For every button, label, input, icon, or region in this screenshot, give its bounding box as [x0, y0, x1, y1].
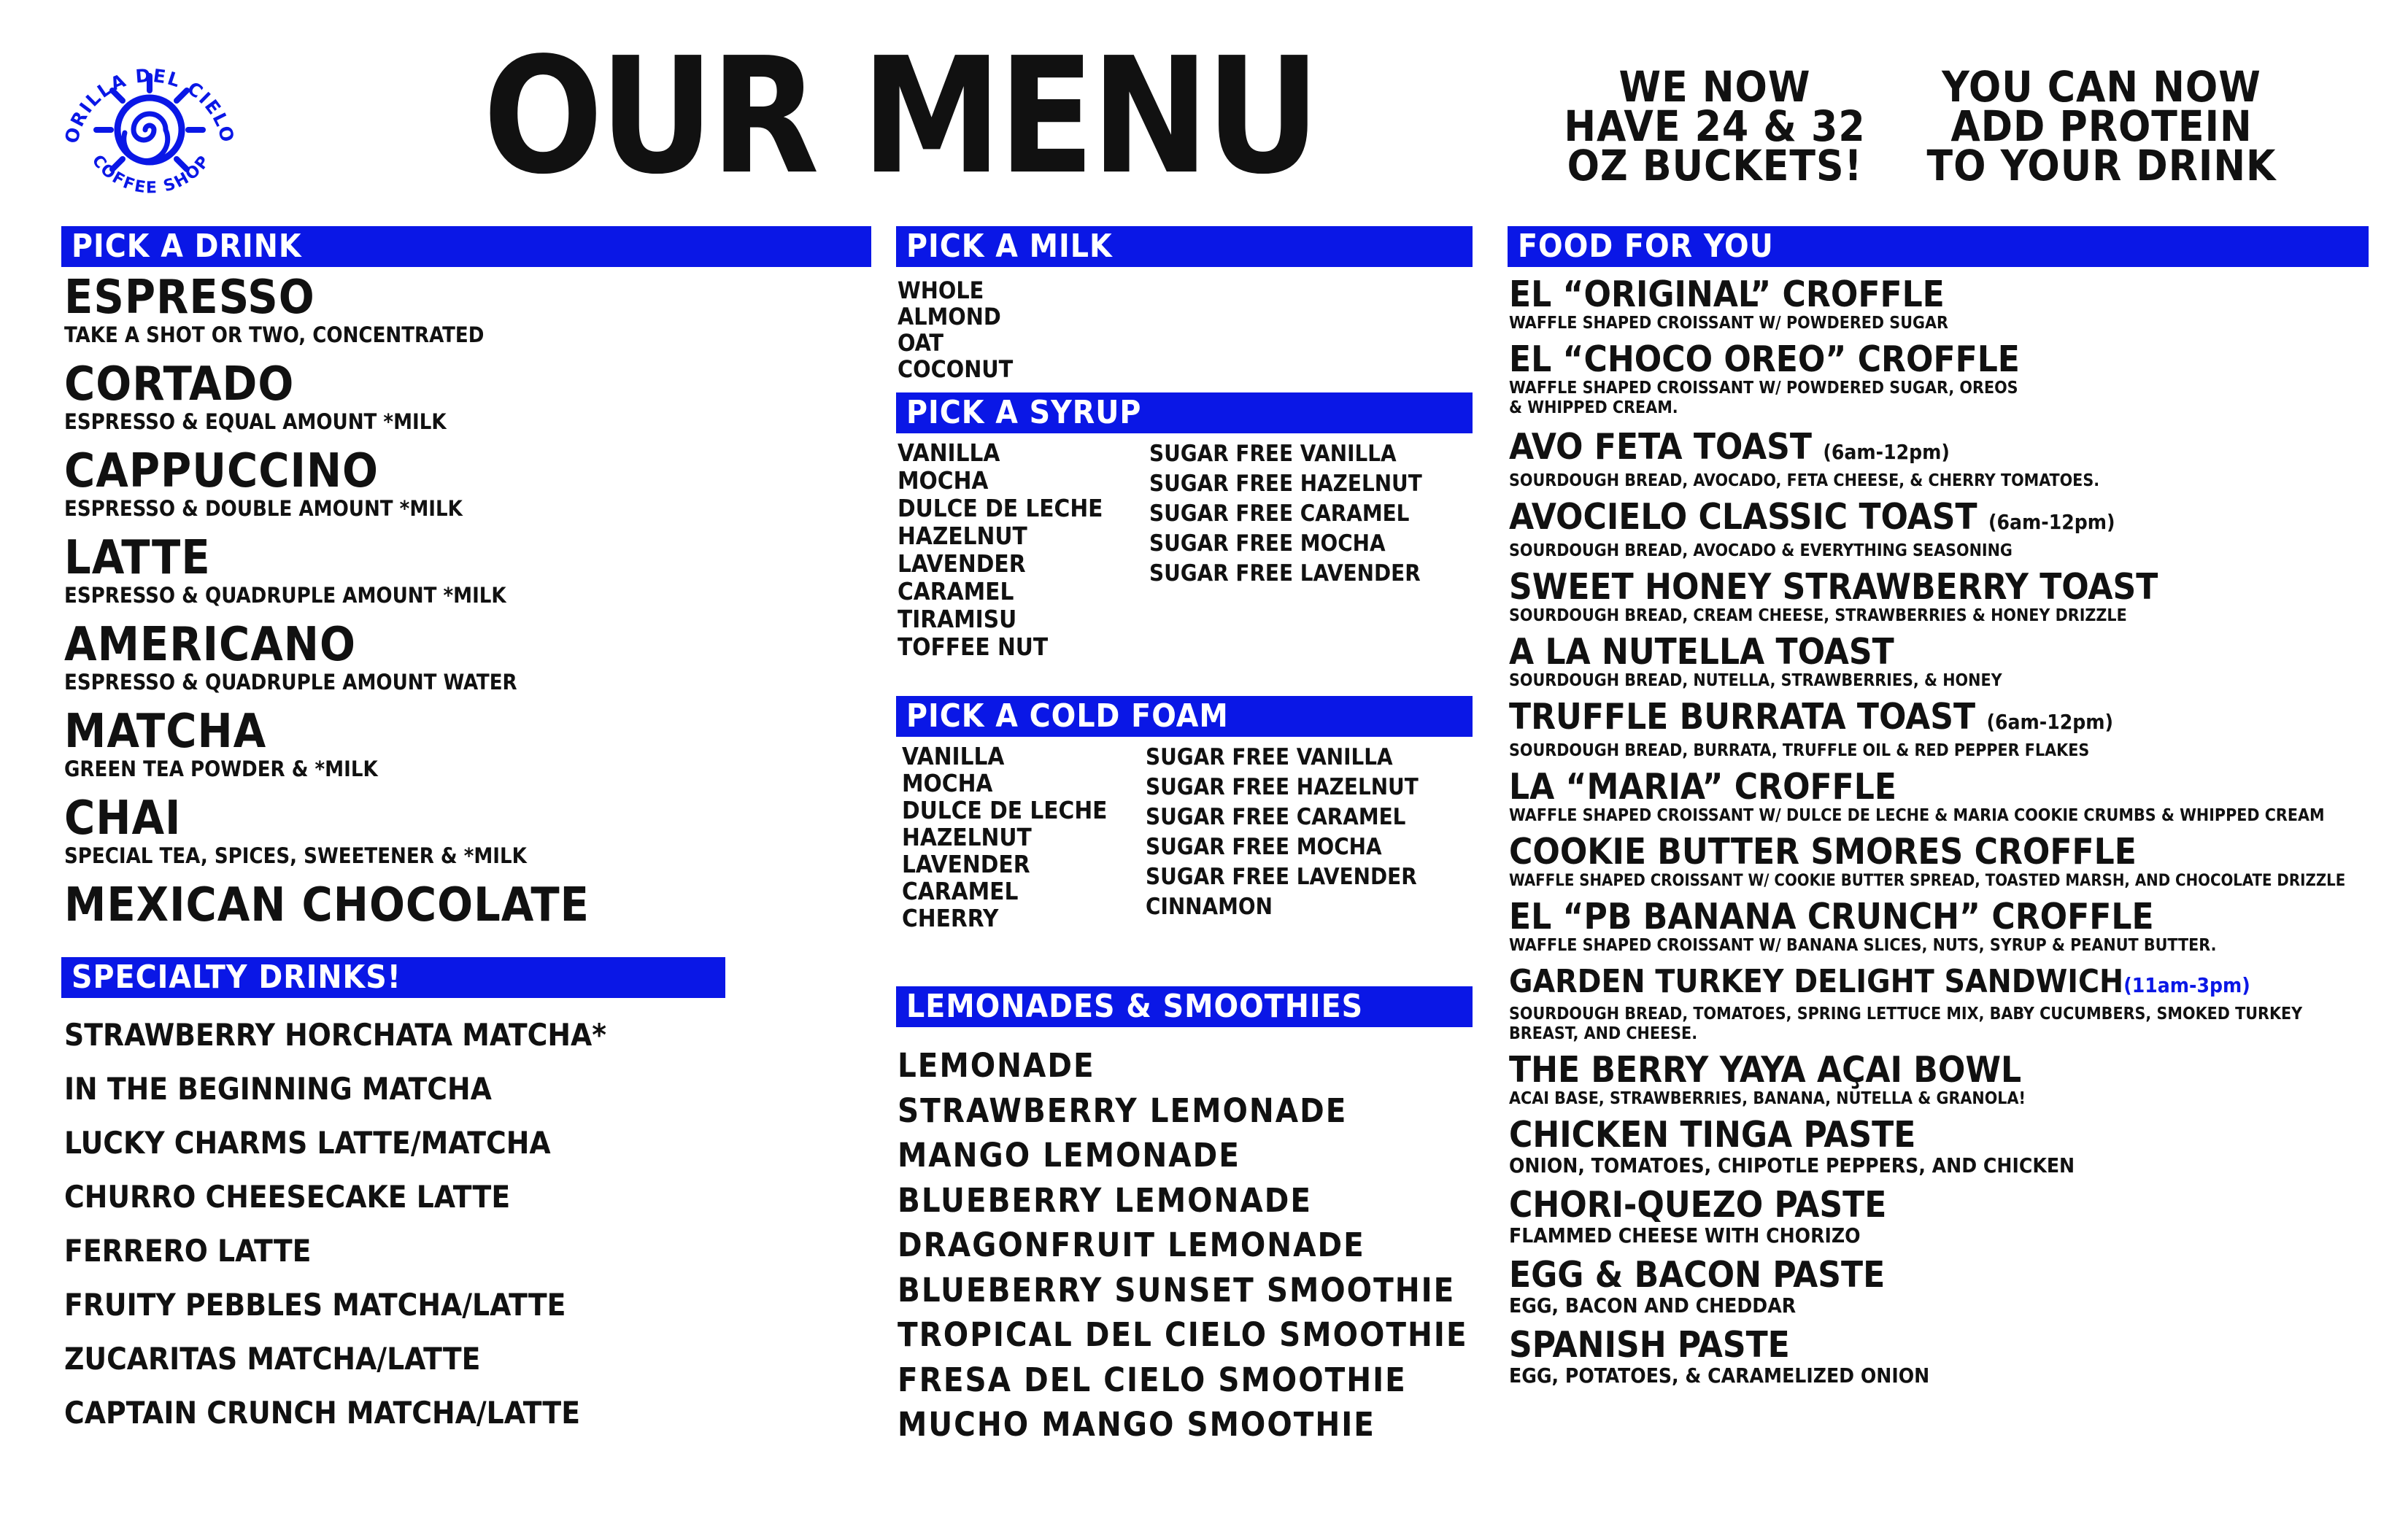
- food-desc: FLAMMED CHEESE WITH CHORIZO: [1509, 1223, 1861, 1247]
- specialty-item: STRAWBERRY HORCHATA MATCHA*: [64, 1017, 606, 1053]
- page-title: OUR MENU: [483, 23, 1317, 210]
- lemonade-item: LEMONADE: [898, 1046, 1095, 1085]
- milk-item: WHOLE: [898, 276, 984, 304]
- food-item: [1509, 1256, 2385, 1318]
- drink-name: MEXICAN CHOCOLATE: [64, 878, 590, 932]
- food-name: LA “MARIA” CROFFLE: [1509, 766, 1897, 808]
- cold-foam-list-sugar-free: [1146, 743, 1419, 922]
- drink-name: LATTE: [64, 531, 211, 585]
- lemonade-item: FRESA DEL CIELO SMOOTHIE: [898, 1360, 1407, 1399]
- food-item: [1509, 338, 2385, 418]
- food-item: [1509, 498, 2385, 561]
- logo-arc-text: ORILLA DEL CIELO: [61, 64, 239, 146]
- lemonade-item: DRAGONFRUIT LEMONADE: [898, 1226, 1365, 1264]
- food-name: CHICKEN TINGA PASTE: [1509, 1114, 1916, 1156]
- section-header-food: FOOD FOR YOU: [1508, 226, 2369, 267]
- food-desc: SOURDOUGH BREAD, AVOCADO & EVERYTHING SEASONING: [1509, 541, 2013, 560]
- food-desc: WAFFLE SHAPED CROISSANT W/ POWDERED SUGAR, OREOS & WHIPPED CREAM.: [1509, 379, 2018, 417]
- food-hours: (6am-12pm): [1823, 440, 1950, 464]
- food-item: [1509, 633, 2385, 691]
- syrup-item: SUGAR FREE VANILLA: [1149, 441, 1397, 467]
- cold-foam-item: DULCE DE LECHE: [902, 796, 1108, 824]
- food-desc: SOURDOUGH BREAD, AVOCADO, FETA CHEESE, & CHERRY TOMATOES.: [1509, 471, 2100, 490]
- drink-item-chai: [64, 794, 867, 868]
- food-desc: WAFFLE SHAPED CROISSANT W/ POWDERED SUGAR: [1509, 314, 1948, 333]
- food-item: [1509, 276, 2385, 333]
- syrup-list-sugar-free: [1149, 439, 1422, 589]
- drink-desc: ESPRESSO & QUADRUPLE AMOUNT *MILK: [64, 583, 506, 608]
- syrup-item: TIRAMISU: [898, 605, 1017, 633]
- logo-emblem: [51, 28, 248, 210]
- food-desc: SOURDOUGH BREAD, CREAM CHEESE, STRAWBERRIES & HONEY DRIZZLE: [1509, 606, 2127, 625]
- specialty-item: LUCKY CHARMS LATTE/MATCHA: [64, 1125, 551, 1161]
- food-name: THE BERRY YAYA AÇAI BOWL: [1509, 1049, 2022, 1091]
- section-header-specialty: SPECIALTY DRINKS!: [61, 957, 725, 998]
- food-item: [1509, 768, 2385, 826]
- food-list: [1509, 276, 2385, 1388]
- food-name: SWEET HONEY STRAWBERRY TOAST: [1509, 566, 2158, 608]
- cold-foam-item: LAVENDER: [902, 850, 1030, 878]
- drink-list: [64, 273, 867, 943]
- section-header-pick-drink: PICK A DRINK: [61, 226, 871, 267]
- food-name: TRUFFLE BURRATA TOAST: [1509, 696, 1976, 738]
- food-name: EL “CHOCO OREO” CROFFLE: [1509, 338, 2020, 380]
- specialty-list: [64, 1017, 606, 1449]
- drink-desc: GREEN TEA POWDER & *MILK: [64, 757, 378, 781]
- food-desc: WAFFLE SHAPED CROISSANT W/ BANANA SLICES, NUTS, SYRUP & PEANUT BUTTER.: [1509, 936, 2217, 955]
- cold-foam-item: SUGAR FREE MOCHA: [1146, 834, 1382, 860]
- sun-swirl-icon: [96, 76, 203, 169]
- drink-desc: SPECIAL TEA, SPICES, SWEETENER & *MILK: [64, 843, 527, 868]
- promo-protein: YOU CAN NOW ADD PROTEIN TO YOUR DRINK: [1926, 62, 2277, 190]
- food-item: [1509, 833, 2385, 891]
- lemonade-item: MANGO LEMONADE: [898, 1136, 1240, 1175]
- lemonade-item: MUCHO MANGO SMOOTHIE: [898, 1405, 1375, 1444]
- specialty-item: FRUITY PEBBLES MATCHA/LATTE: [64, 1287, 566, 1323]
- section-header-lemonades: LEMONADES & SMOOTHIES: [896, 986, 1473, 1027]
- specialty-item: CAPTAIN CRUNCH MATCHA/LATTE: [64, 1395, 581, 1431]
- food-hours: (6am-12pm): [1988, 510, 2115, 534]
- food-item: [1509, 1326, 2385, 1388]
- drink-desc: ESPRESSO & DOUBLE AMOUNT *MILK: [64, 496, 463, 521]
- food-item: [1509, 963, 2385, 1044]
- specialty-item: IN THE BEGINNING MATCHA: [64, 1071, 492, 1107]
- syrup-item: SUGAR FREE MOCHA: [1149, 530, 1386, 557]
- drink-item-mexican-chocolate: [64, 878, 867, 932]
- food-name: EL “ORIGINAL” CROFFLE: [1509, 274, 1945, 315]
- food-name: EL “PB BANANA CRUNCH” CROFFLE: [1509, 896, 2154, 937]
- cold-foam-item: HAZELNUT: [902, 823, 1032, 851]
- lemonade-item: BLUEBERRY SUNSET SMOOTHIE: [898, 1270, 1456, 1309]
- drink-name: CORTADO: [64, 357, 295, 411]
- drink-desc: ESPRESSO & QUADRUPLE AMOUNT WATER: [64, 670, 517, 695]
- drink-item-matcha: [64, 707, 867, 781]
- drink-desc: ESPRESSO & EQUAL AMOUNT *MILK: [64, 409, 447, 434]
- food-name: A LA NUTELLA TOAST: [1509, 631, 1894, 673]
- drink-desc: TAKE A SHOT OR TWO, CONCENTRATED: [64, 322, 485, 347]
- food-desc: SOURDOUGH BREAD, TOMATOES, SPRING LETTUCE MIX, BABY CUCUMBERS, SMOKED TURKEY BREAST, AND CHEESE.: [1509, 1005, 2303, 1043]
- drink-item-latte: [64, 533, 867, 608]
- cold-foam-item: MOCHA: [902, 769, 993, 797]
- section-header-syrup: PICK A SYRUP: [896, 392, 1473, 433]
- food-name: SPANISH PASTE: [1509, 1324, 1790, 1366]
- food-desc: EGG, BACON AND CHEDDAR: [1509, 1293, 1797, 1318]
- cold-foam-item: VANILLA: [902, 742, 1005, 770]
- food-desc: ONION, TOMATOES, CHIPOTLE PEPPERS, AND CHICKEN: [1509, 1153, 2075, 1177]
- syrup-item: LAVENDER: [898, 549, 1026, 578]
- lemonade-item: BLUEBERRY LEMONADE: [898, 1180, 1313, 1220]
- food-item: [1509, 1116, 2385, 1177]
- cold-foam-list-regular: [902, 743, 1107, 932]
- promo-buckets: WE NOW HAVE 24 & 32 OZ BUCKETS!: [1564, 62, 1866, 190]
- cold-foam-item: CHERRY: [902, 904, 999, 932]
- food-hours: (11am-3pm): [2123, 973, 2250, 997]
- food-name: AVOCIELO CLASSIC TOAST: [1509, 496, 1977, 538]
- food-desc: WAFFLE SHAPED CROISSANT W/ DULCE DE LECHE & MARIA COOKIE CRUMBS & WHIPPED CREAM: [1509, 806, 2325, 825]
- syrup-item: CARAMEL: [898, 577, 1014, 606]
- cold-foam-item: CARAMEL: [902, 877, 1019, 905]
- drink-name: ESPRESSO: [64, 271, 315, 325]
- syrup-item: SUGAR FREE LAVENDER: [1149, 560, 1421, 587]
- food-item: [1509, 428, 2385, 491]
- drink-name: CAPPUCCINO: [64, 444, 379, 498]
- food-desc: EGG, POTATOES, & CARAMELIZED ONION: [1509, 1363, 1930, 1388]
- food-desc: SOURDOUGH BREAD, NUTELLA, STRAWBERRIES, & HONEY: [1509, 671, 2002, 690]
- drink-name: CHAI: [64, 792, 182, 846]
- cold-foam-item: SUGAR FREE HAZELNUT: [1146, 774, 1419, 800]
- food-name: AVO FETA TOAST: [1509, 426, 1812, 468]
- drink-name: AMERICANO: [64, 618, 356, 672]
- lemonade-item: STRAWBERRY LEMONADE: [898, 1091, 1348, 1130]
- food-desc: SOURDOUGH BREAD, BURRATA, TRUFFLE OIL & RED PEPPER FLAKES: [1509, 741, 2090, 760]
- syrup-item: VANILLA: [898, 438, 1000, 467]
- logo-sub-text: COFFEE SHOP: [88, 152, 215, 198]
- specialty-item: ZUCARITAS MATCHA/LATTE: [64, 1341, 481, 1377]
- food-item: [1509, 1051, 2385, 1109]
- logo: [51, 28, 248, 210]
- drink-item-americano: [64, 620, 867, 695]
- syrup-list-regular: [898, 439, 1103, 661]
- food-name: COOKIE BUTTER SMORES CROFFLE: [1509, 831, 2137, 873]
- cold-foam-item: CINNAMON: [1146, 894, 1273, 920]
- drink-item-cappuccino: [64, 446, 867, 521]
- syrup-item: SUGAR FREE HAZELNUT: [1149, 471, 1422, 497]
- milk-item: ALMOND: [898, 303, 1001, 330]
- syrup-item: SUGAR FREE CARAMEL: [1149, 500, 1410, 527]
- cold-foam-item: SUGAR FREE VANILLA: [1146, 744, 1393, 770]
- syrup-item: HAZELNUT: [898, 522, 1027, 550]
- lemonade-item: TROPICAL DEL CIELO SMOOTHIE: [898, 1315, 1468, 1354]
- food-hours: (6am-12pm): [1986, 710, 2114, 734]
- milk-list: [898, 277, 1013, 382]
- section-header-cold-foam: PICK A COLD FOAM: [896, 696, 1473, 737]
- food-name: EGG & BACON PASTE: [1509, 1254, 1886, 1296]
- food-name: GARDEN TURKEY DELIGHT SANDWICH: [1509, 963, 2124, 1000]
- food-desc: ACAI BASE, STRAWBERRIES, BANANA, NUTELLA & GRANOLA!: [1509, 1089, 2026, 1108]
- food-item: [1509, 698, 2385, 761]
- cold-foam-item: SUGAR FREE CARAMEL: [1146, 804, 1406, 830]
- specialty-item: CHURRO CHEESECAKE LATTE: [64, 1179, 511, 1215]
- section-header-milk: PICK A MILK: [896, 226, 1473, 267]
- specialty-item: FERRERO LATTE: [64, 1233, 312, 1269]
- food-item: [1509, 568, 2385, 626]
- drink-item-espresso: [64, 273, 867, 347]
- syrup-item: DULCE DE LECHE: [898, 494, 1103, 522]
- lemonade-list: [898, 1043, 1468, 1447]
- milk-item: COCONUT: [898, 355, 1014, 383]
- food-item: [1509, 898, 2385, 956]
- food-name: CHORI-QUEZO PASTE: [1509, 1184, 1887, 1226]
- drink-name: MATCHA: [64, 705, 267, 759]
- milk-item: OAT: [898, 329, 944, 357]
- food-item: [1509, 1186, 2385, 1247]
- cold-foam-item: SUGAR FREE LAVENDER: [1146, 864, 1417, 890]
- syrup-item: TOFFEE NUT: [898, 632, 1049, 661]
- food-desc: WAFFLE SHAPED CROISSANT W/ COOKIE BUTTER SPREAD, TOASTED MARSH, AND CHOCOLATE DRIZZLE: [1509, 872, 2346, 890]
- syrup-item: MOCHA: [898, 466, 989, 495]
- drink-item-cortado: [64, 357, 867, 434]
